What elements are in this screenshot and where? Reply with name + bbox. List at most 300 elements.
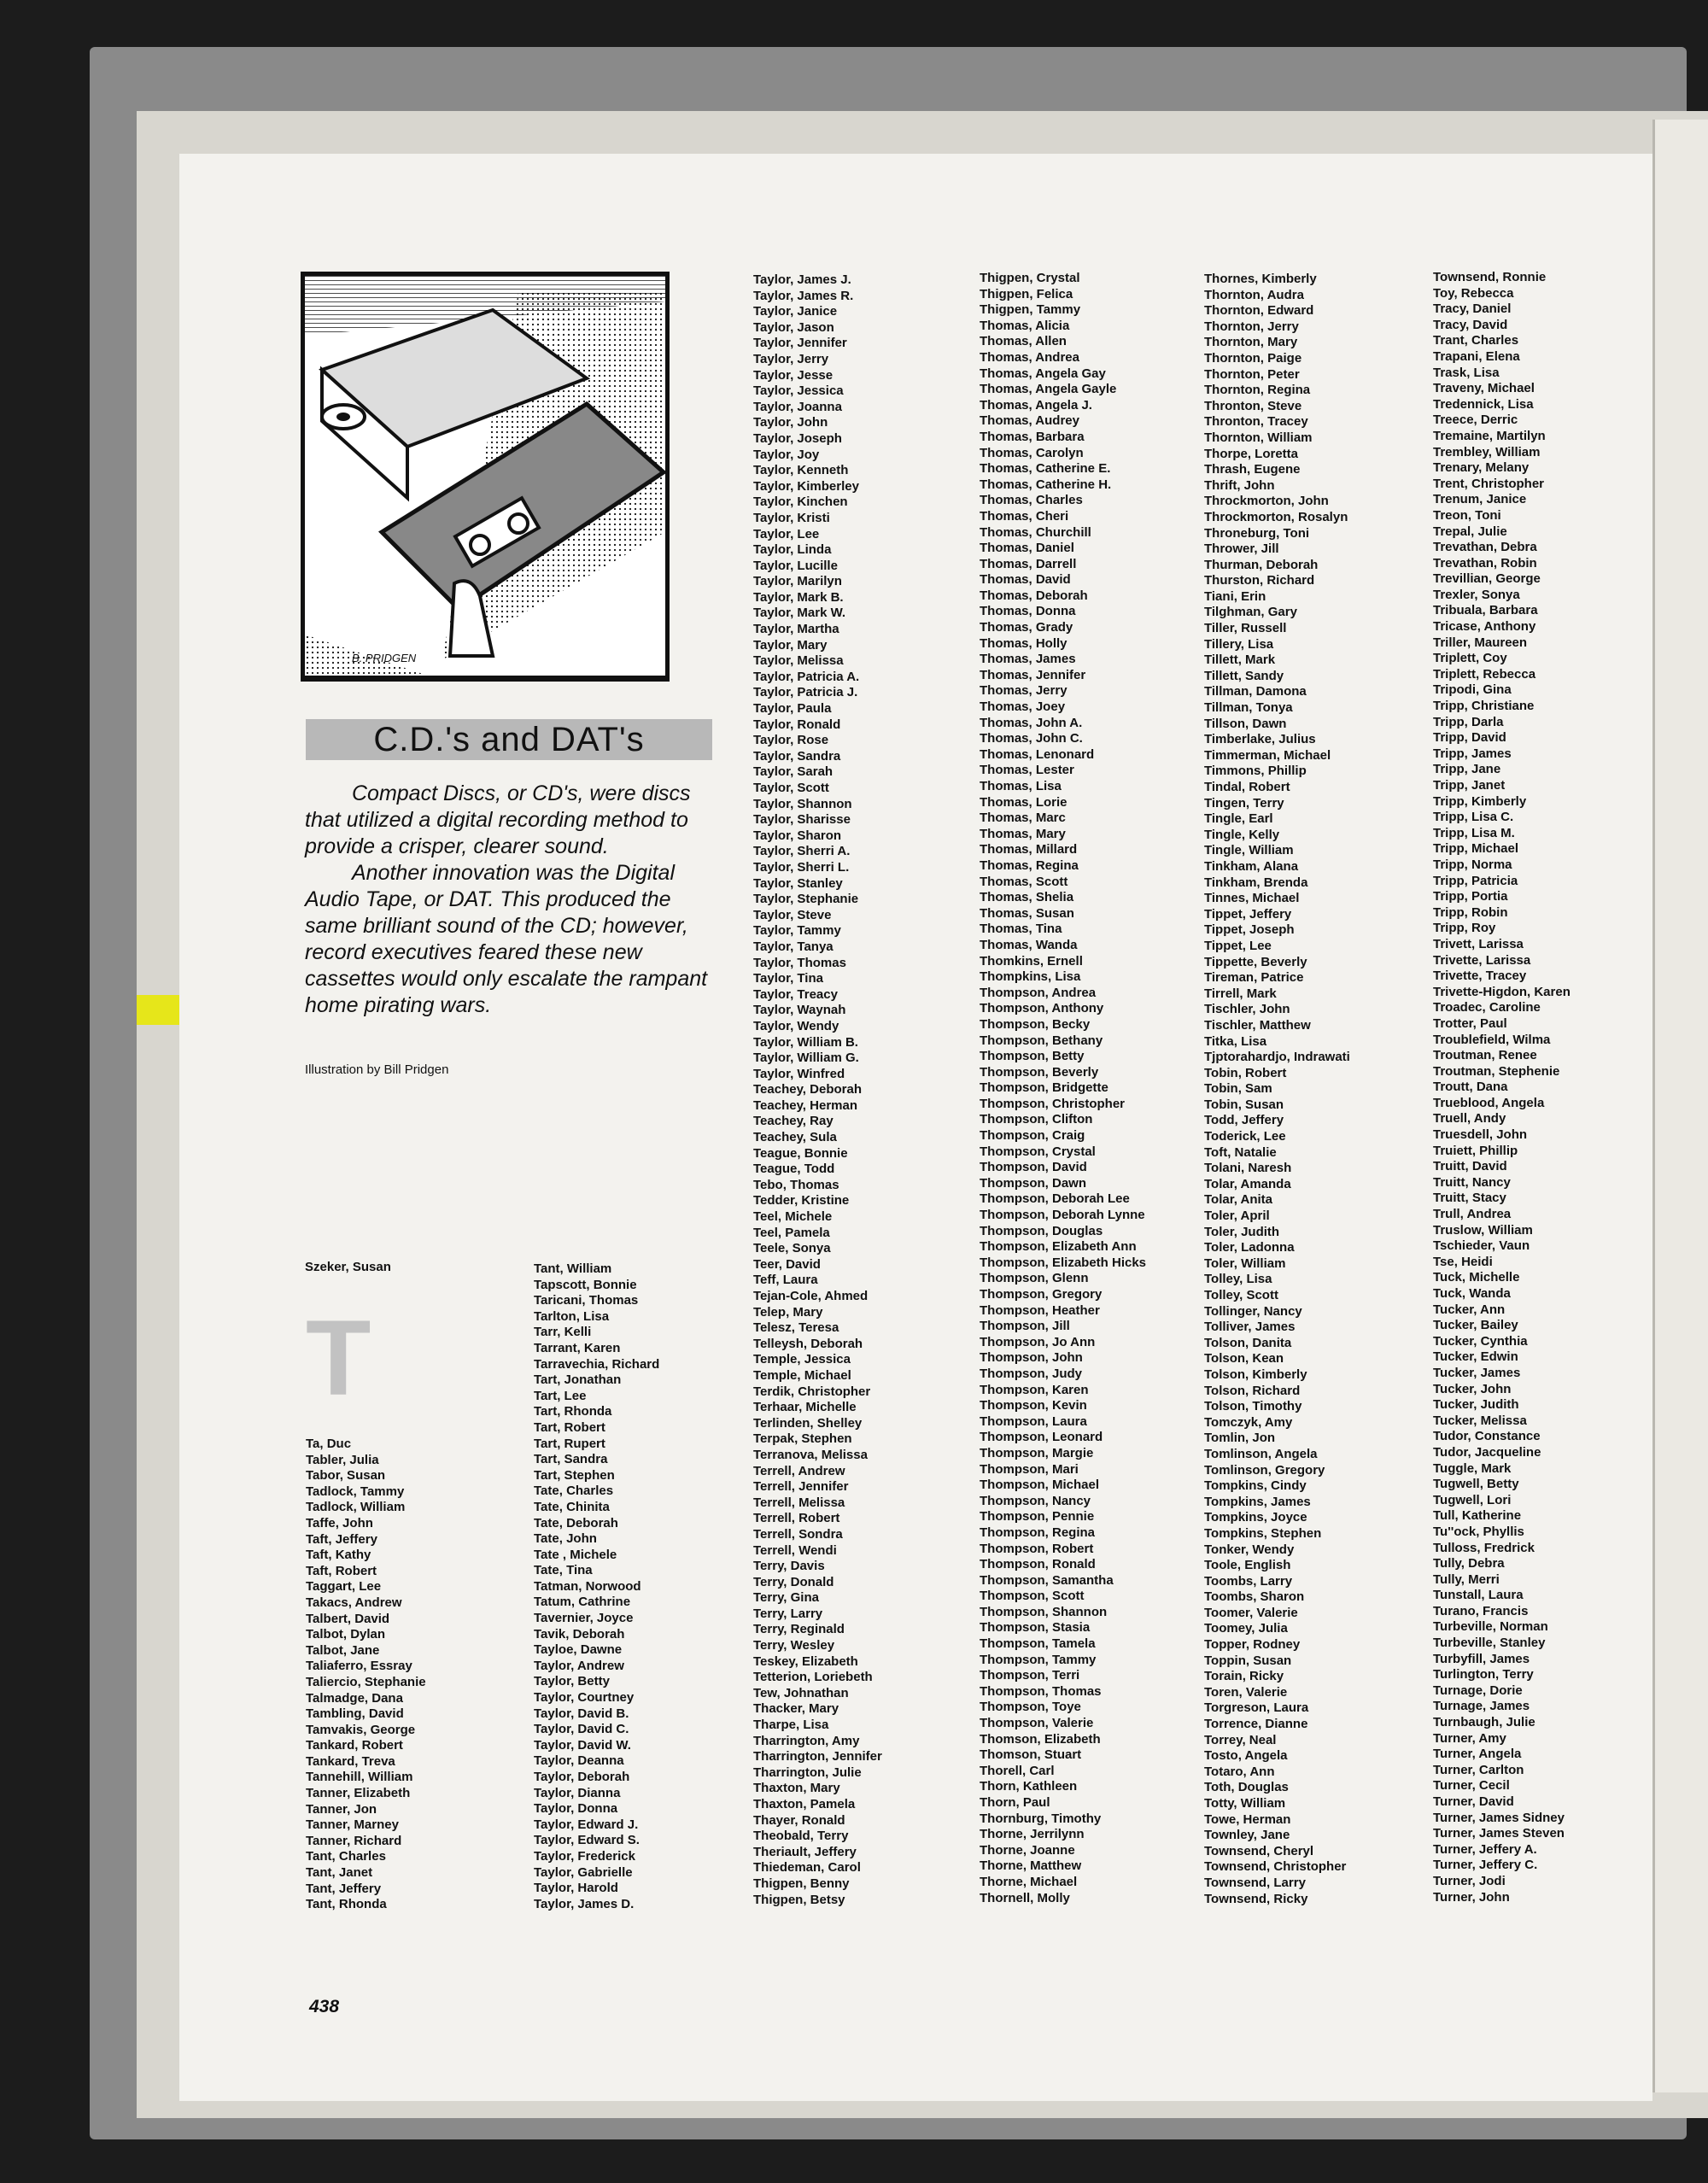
name-column-1 (306, 1437, 426, 1913)
student-name: Thomas, Scott (980, 874, 1068, 889)
student-name: Thaxton, Pamela (753, 1797, 856, 1811)
student-name: Tharrington, Amy (753, 1733, 860, 1748)
student-name: Tart, Rhonda (534, 1404, 612, 1419)
student-name: Thompson, Thomas (980, 1683, 1102, 1699)
student-name: Thompson, Deborah Lee (980, 1191, 1130, 1207)
student-name: Thomas, Tina (980, 922, 1062, 937)
student-name: Todd, Jeffery (1204, 1113, 1284, 1128)
student-name: Tetterion, Loriebeth (753, 1670, 873, 1685)
student-name: Thomas, Lester (980, 763, 1074, 778)
student-name: Townley, Jane (1204, 1828, 1290, 1843)
student-name: Tanner, Marney (306, 1817, 399, 1833)
student-name: Terlinden, Shelley (753, 1415, 863, 1431)
student-name: Tart, Jonathan (534, 1372, 622, 1388)
student-name: Tanner, Richard (306, 1833, 402, 1848)
student-name: Tant, Jeffery (306, 1881, 382, 1896)
student-name: Torrence, Dianne (1204, 1717, 1308, 1732)
student-name: Tillett, Mark (1204, 653, 1276, 668)
student-name: Taylor, Sandra (753, 748, 841, 764)
student-name: Takacs, Andrew (306, 1595, 402, 1610)
student-name: Turbeville, Stanley (1433, 1636, 1546, 1651)
student-name: Taylor, Jason (753, 319, 834, 335)
student-name: Truesdell, John (1433, 1127, 1528, 1143)
student-name: Taylor, Jessica (753, 383, 844, 399)
student-name: Tart, Stephen (534, 1467, 615, 1483)
student-name: Thomas, Allen (980, 334, 1067, 349)
student-name: Troutman, Renee (1433, 1048, 1537, 1063)
student-name: Thompson, Scott (980, 1589, 1085, 1604)
student-name: Thompson, Stasia (980, 1620, 1091, 1636)
student-name: Thomas, Barbara (980, 429, 1085, 444)
student-name: Taylor, Donna (534, 1801, 618, 1817)
student-name: Toler, Judith (1204, 1224, 1280, 1239)
student-name: Tripp, Roy (1433, 921, 1496, 936)
student-name: Townsend, Ricky (1204, 1891, 1308, 1906)
student-name: Tingle, Earl (1204, 811, 1273, 827)
student-name: Tanner, Elizabeth (306, 1786, 411, 1801)
student-name: Terrell, Wendi (753, 1542, 837, 1558)
student-name: Tripp, Lisa C. (1433, 810, 1514, 825)
student-name: Taylor, Stephanie (753, 892, 859, 907)
student-name: Taylor, William B. (753, 1034, 858, 1050)
student-name: Toomey, Julia (1204, 1621, 1288, 1636)
student-name: Trivette-Higdon, Karen (1433, 984, 1571, 999)
student-name: Tejan-Cole, Ahmed (753, 1289, 869, 1303)
student-name: Tillman, Damona (1204, 684, 1307, 699)
student-name: Tripp, Jane (1433, 762, 1501, 777)
student-name: Toft, Natalie (1204, 1144, 1277, 1160)
caption-paragraph: Another innovation was the Digital Audio Tape, or DAT. This produced the same brilliant sound of the CD; however, record executives feared these new cassettes would only escalate the rampant home pirating wars. (305, 861, 708, 1017)
student-name: Thomas, Joey (980, 699, 1066, 715)
student-name: Taylor, Waynah (753, 1003, 846, 1018)
student-name: Tarrant, Karen (534, 1340, 621, 1355)
student-name: Teel, Pamela (753, 1225, 830, 1240)
student-name: Tippet, Lee (1204, 938, 1272, 953)
student-name: Thronton, Steve (1204, 398, 1302, 413)
student-name: Thompson, Bridgette (980, 1080, 1108, 1096)
student-name: Thigpen, Crystal (980, 271, 1080, 285)
student-name: Titka, Lisa (1204, 1033, 1267, 1049)
student-name: Taylor, Sherri A. (753, 844, 851, 859)
student-name: Tadlock, Tammy (306, 1484, 405, 1499)
student-name: Torrey, Neal (1204, 1732, 1277, 1747)
student-name: Tapscott, Bonnie (534, 1277, 637, 1292)
student-name: Taylor, Lee (753, 526, 820, 541)
student-name: Tolson, Kean (1204, 1351, 1284, 1367)
student-name: Tolson, Danita (1204, 1335, 1292, 1350)
student-name: Taft, Jeffery (306, 1531, 377, 1547)
student-name: Townsend, Christopher (1204, 1859, 1347, 1875)
student-name: Tingle, Kelly (1204, 827, 1280, 842)
caption-paragraph: Compact Discs, or CD's, were discs that utilized a digital recording method to provide a crisper, clearer sound. (305, 781, 691, 858)
student-name: Toole, English (1204, 1558, 1291, 1573)
student-name: Tolar, Amanda (1204, 1176, 1291, 1191)
student-name: Tully, Merri (1433, 1571, 1500, 1587)
student-name: Tracy, David (1433, 317, 1508, 332)
student-name: Thomas, Carolyn (980, 445, 1084, 460)
student-name: Tharrington, Julie (753, 1765, 862, 1780)
student-name: Tippette, Beverly (1204, 954, 1307, 969)
student-name: Thompson, John (980, 1350, 1083, 1366)
student-name: Tolson, Timothy (1204, 1399, 1302, 1414)
student-name: Truitt, David (1433, 1159, 1507, 1174)
student-name: Tant, Janet (306, 1865, 373, 1881)
student-name: Theriault, Jeffery (753, 1844, 857, 1859)
student-name: Tinkham, Brenda (1204, 875, 1308, 890)
student-name: Terry, Larry (753, 1606, 823, 1621)
student-name: Taylor, Martha (753, 622, 839, 637)
student-name: Thornton, Audra (1204, 287, 1304, 302)
student-name: Thigpen, Tammy (980, 302, 1081, 318)
student-name: Truiett, Phillip (1433, 1143, 1518, 1158)
student-name: Taylor, David W. (534, 1737, 631, 1753)
name-column-4 (980, 271, 1146, 1906)
student-name: Tingle, William (1204, 843, 1294, 858)
student-name: Tart, Rupert (534, 1436, 605, 1451)
student-name: Tinkham, Alana (1204, 858, 1299, 874)
student-name: Toppin, Susan (1204, 1653, 1292, 1668)
student-name: Tull, Katherine (1433, 1508, 1522, 1524)
student-name: Taylor, Patricia J. (753, 685, 858, 700)
student-name: Tiani, Erin (1204, 588, 1266, 604)
student-name: Tse, Heidi (1433, 1254, 1493, 1269)
student-name: Taylor, Betty (534, 1674, 610, 1689)
student-name: Thorne, Joanne (980, 1842, 1075, 1858)
student-name: Tolley, Lisa (1204, 1272, 1272, 1287)
student-name: Turner, Cecil (1433, 1778, 1510, 1794)
student-name: Taylor, Sarah (753, 764, 834, 780)
student-name: Thompson, Michael (980, 1478, 1100, 1493)
student-name: Tobin, Susan (1204, 1097, 1284, 1112)
student-name: Taylor, Joanna (753, 399, 842, 414)
student-name: Thomas, Susan (980, 905, 1074, 921)
student-name: Thornes, Kimberly (1204, 272, 1317, 286)
student-name: Taylor, Winfred (753, 1066, 845, 1081)
student-name: Taylor, Joseph (753, 430, 842, 446)
student-name: Tate, John (534, 1531, 597, 1547)
student-name: Taylor, Mary (753, 637, 828, 653)
student-name: Tannehill, William (306, 1770, 413, 1785)
student-name: Tucker, John (1433, 1381, 1512, 1396)
student-name: Throckmorton, Rosalyn (1204, 509, 1348, 524)
student-name: Thigpen, Betsy (753, 1892, 845, 1907)
student-name: Trent, Christopher (1433, 476, 1545, 491)
student-name: Thomas, Alicia (980, 318, 1070, 333)
student-name: Thompkins, Lisa (980, 969, 1081, 985)
student-name: Tosto, Angela (1204, 1748, 1288, 1764)
student-name: Turner, John (1433, 1889, 1510, 1905)
student-name: Tate, Tina (534, 1563, 593, 1578)
student-name: Trivette, Larissa (1433, 952, 1531, 968)
student-name: Tripp, Michael (1433, 841, 1519, 857)
student-name: Thigpen, Felica (980, 286, 1073, 301)
student-name: Tippet, Joseph (1204, 922, 1295, 938)
student-name: Taylor, Shannon (753, 796, 852, 811)
student-name: Teele, Sonya (753, 1241, 831, 1256)
page-number: 438 (309, 1997, 340, 2016)
student-name: Tugwell, Lori (1433, 1492, 1512, 1507)
student-name: Temple, Michael (753, 1367, 851, 1383)
student-name: Taylor, Jesse (753, 367, 834, 383)
student-name: Tankard, Robert (306, 1738, 403, 1753)
student-name: Taylor, David B. (534, 1706, 629, 1721)
student-name: Terrell, Melissa (753, 1495, 845, 1510)
student-name: Towe, Herman (1204, 1811, 1291, 1827)
student-name: Thompson, Anthony (980, 1001, 1104, 1016)
student-name: Triller, Maureen (1433, 635, 1528, 650)
student-name: Thomas, Marc (980, 811, 1066, 826)
student-name: Tu''ock, Phyllis (1433, 1524, 1524, 1539)
student-name: Trant, Charles (1433, 333, 1519, 348)
student-name: Taylor, Thomas (753, 955, 846, 970)
student-name: Tillman, Tonya (1204, 700, 1293, 716)
student-name: Thomas, Lorie (980, 794, 1068, 810)
student-name: Taylor, James D. (534, 1896, 635, 1911)
cd-dat-illustration (301, 272, 670, 682)
student-name: Tolliver, James (1204, 1320, 1296, 1335)
student-name: Thornell, Molly (980, 1890, 1070, 1905)
student-name: Terrell, Andrew (753, 1463, 845, 1478)
student-name: Thompson, Laura (980, 1413, 1087, 1429)
student-name: Tobin, Sam (1204, 1081, 1272, 1097)
student-name: Troutt, Dana (1433, 1080, 1508, 1095)
student-name: Thrift, John (1204, 477, 1275, 493)
student-name: Tucker, Ann (1433, 1302, 1506, 1317)
student-name: Tuck, Michelle (1433, 1270, 1520, 1285)
student-name: Tuggle, Mark (1433, 1460, 1512, 1476)
student-name: Trapani, Elena (1433, 348, 1520, 364)
student-name: Taylor, James J. (753, 272, 851, 287)
student-name: Tripp, Janet (1433, 778, 1506, 793)
student-name: Tuck, Wanda (1433, 1286, 1511, 1301)
student-name: Treece, Derric (1433, 413, 1518, 428)
student-name: Thompson, Terri (980, 1668, 1080, 1683)
student-name: Tomlinson, Angela (1204, 1446, 1318, 1461)
student-name: Thompson, Douglas (980, 1223, 1103, 1238)
student-name: Thomas, John C. (980, 731, 1083, 746)
student-name: Tolani, Naresh (1204, 1161, 1292, 1176)
student-name: Trivett, Larissa (1433, 936, 1524, 951)
student-name: Talmadge, Dana (306, 1690, 403, 1706)
student-name: Thompson, Shannon (980, 1604, 1108, 1619)
student-name: Taliaferro, Essray (306, 1659, 412, 1674)
student-name: Tinnes, Michael (1204, 891, 1300, 906)
student-name: Turnbaugh, Julie (1433, 1715, 1535, 1730)
student-name: Taylor, Lucille (753, 558, 838, 573)
student-name: Tracy, Daniel (1433, 301, 1512, 317)
student-name: Teachey, Herman (753, 1097, 857, 1113)
student-name: Thomas, Churchill (980, 524, 1091, 540)
student-name: Tolson, Richard (1204, 1383, 1301, 1398)
student-name: Terdik, Christopher (753, 1384, 871, 1399)
student-name: Tilghman, Gary (1204, 605, 1297, 620)
student-name: Taylor, Jennifer (753, 336, 847, 351)
student-name: Terpak, Stephen (753, 1431, 852, 1447)
student-name: Tedder, Kristine (753, 1193, 850, 1209)
student-name: Thompson, Samantha (980, 1572, 1114, 1588)
student-name: Tripp, Darla (1433, 714, 1504, 729)
student-name: Terranova, Melissa (753, 1447, 868, 1462)
student-name: Taylor, Joy (753, 447, 820, 462)
student-name: Tischler, John (1204, 1002, 1290, 1017)
student-name: Tobin, Robert (1204, 1065, 1287, 1080)
student-name: Tireman, Patrice (1204, 970, 1304, 986)
student-name: Thomas, Shelia (980, 890, 1074, 905)
student-name: Taylor, Gabrielle (534, 1864, 633, 1880)
student-name: Taylor, Stanley (753, 875, 843, 891)
student-name: Taylor, Steve (753, 907, 832, 922)
student-name: Tabler, Julia (306, 1452, 379, 1467)
student-name: Timberlake, Julius (1204, 732, 1316, 747)
student-name: Tart, Sandra (534, 1452, 608, 1467)
student-name: Taggart, Lee (306, 1579, 382, 1595)
student-name: Taylor, Patricia A. (753, 669, 860, 684)
student-name: Taylor, James R. (753, 288, 854, 303)
student-name: Turlington, Terry (1433, 1667, 1534, 1683)
student-name: Tripp, James (1433, 746, 1512, 761)
student-name: Thigpen, Benny (753, 1876, 850, 1891)
student-name: Torain, Ricky (1204, 1669, 1284, 1684)
student-name: Tirrell, Mark (1204, 986, 1277, 1001)
student-name: Thompson, Glenn (980, 1271, 1089, 1286)
student-name: Taylor, Ronald (753, 717, 841, 732)
student-name: Trenary, Melany (1433, 460, 1530, 476)
student-name: Teachey, Sula (753, 1130, 837, 1145)
illustration-drawing (305, 276, 665, 677)
student-name: Thompson, Elizabeth Ann (980, 1239, 1137, 1255)
student-name: Thompson, Elizabeth Hicks (980, 1255, 1147, 1270)
student-name: Tucker, Bailey (1433, 1318, 1518, 1333)
student-name: Tripp, Kimberly (1433, 793, 1527, 809)
student-name: Thacker, Mary (753, 1701, 839, 1717)
student-name: Torgreson, Laura (1204, 1700, 1309, 1716)
student-name: Thompson, Mari (980, 1461, 1079, 1477)
student-name: Truslow, William (1433, 1222, 1533, 1238)
student-name: Thomas, Millard (980, 842, 1078, 857)
student-name: Turbyfill, James (1433, 1651, 1530, 1666)
student-name: Thomas, Angela J. (980, 397, 1092, 413)
student-name: Thayer, Ronald (753, 1812, 845, 1828)
student-name: Taylor, John (753, 415, 828, 430)
student-name: Trask, Lisa (1433, 365, 1500, 380)
student-name: Tucker, Judith (1433, 1397, 1519, 1413)
student-name: Tew, Johnathan (753, 1685, 849, 1700)
student-name: Turner, Jeffery C. (1433, 1858, 1538, 1873)
student-name: Taylor, Sherri L. (753, 859, 850, 875)
student-name: Tripp, Patricia (1433, 873, 1518, 888)
student-name: Thompson, Robert (980, 1541, 1094, 1556)
student-name: Tanner, Jon (306, 1801, 377, 1817)
student-name: Thomas, Holly (980, 635, 1068, 651)
student-name: Temple, Jessica (753, 1352, 851, 1367)
student-name: Turner, Jodi (1433, 1873, 1506, 1888)
student-name: Tripp, Norma (1433, 857, 1512, 872)
student-name: Tunstall, Laura (1433, 1588, 1524, 1603)
student-name: Traveny, Michael (1433, 381, 1535, 396)
student-name: Turnage, Dorie (1433, 1683, 1523, 1698)
student-name: Taylor, Deborah (534, 1770, 630, 1784)
student-name: Turner, James Sidney (1433, 1810, 1565, 1825)
student-name: Thompson, Ronald (980, 1557, 1096, 1572)
student-name: Taylor, Melissa (753, 653, 844, 669)
student-name: Talbot, Jane (306, 1642, 380, 1658)
student-name: Tully, Debra (1433, 1556, 1505, 1571)
student-name: Thornton, Mary (1204, 335, 1298, 350)
student-name: Thornton, Peter (1204, 366, 1300, 382)
student-name: Talbert, David (306, 1611, 390, 1626)
student-name: Thornburg, Timothy (980, 1811, 1102, 1826)
student-name: Thompson, Margie (980, 1445, 1094, 1460)
student-name: Thompson, Andrea (980, 985, 1097, 1000)
name-column-3 (753, 272, 882, 1908)
student-name: Turner, Jeffery A. (1433, 1841, 1537, 1857)
student-name: Thomas, Audrey (980, 413, 1079, 429)
student-name: Tolley, Scott (1204, 1288, 1278, 1302)
student-name: Tate, Chinita (534, 1499, 610, 1514)
student-name: Tingen, Terry (1204, 795, 1284, 811)
student-name: Trenum, Janice (1433, 492, 1527, 507)
student-name: Tillett, Sandy (1204, 668, 1284, 683)
student-name: Timmerman, Michael (1204, 747, 1331, 763)
student-name: Tate , Michele (534, 1547, 617, 1562)
student-name: Tompkins, Stephen (1204, 1525, 1322, 1541)
student-name: Toombs, Larry (1204, 1573, 1293, 1589)
student-name: Tonker, Wendy (1204, 1542, 1295, 1557)
student-name: Tucker, James (1433, 1365, 1521, 1380)
student-name: Taylor, Tina (753, 971, 823, 986)
student-name: Tomlin, Jon (1204, 1431, 1276, 1446)
student-name: Thomas, Catherine H. (980, 477, 1112, 492)
student-name: Taffe, John (306, 1515, 373, 1530)
student-name: Taricani, Thomas (534, 1293, 639, 1308)
student-name: Tudor, Jacqueline (1433, 1444, 1541, 1460)
student-name: Thomas, Andrea (980, 349, 1079, 365)
student-name: Thorne, Michael (980, 1874, 1078, 1889)
student-name: Tambling, David (306, 1706, 404, 1722)
student-name: Theobald, Terry (753, 1829, 849, 1844)
student-name: Taylor, Treacy (753, 986, 838, 1002)
student-name: Thorpe, Loretta (1204, 446, 1299, 461)
student-name: Taylor, Tammy (753, 923, 841, 939)
student-name: Taft, Robert (306, 1563, 377, 1578)
student-name: Tucker, Edwin (1433, 1349, 1518, 1365)
student-name: Thompson, Kevin (980, 1398, 1087, 1413)
student-name: Talbot, Dylan (306, 1627, 386, 1642)
name-column-6 (1433, 270, 1571, 1905)
student-name: Tribuala, Barbara (1433, 603, 1538, 618)
student-name: Thomas, Jerry (980, 683, 1068, 699)
student-name: Taylor, Marilyn (753, 574, 842, 589)
student-name: Thompson, Leonard (980, 1430, 1103, 1445)
student-name: Thronton, Tracey (1204, 414, 1308, 430)
student-name: Townsend, Larry (1204, 1875, 1306, 1890)
student-name: Trull, Andrea (1433, 1207, 1512, 1222)
student-name: Thomkins, Ernell (980, 953, 1083, 969)
student-name: Throckmorton, John (1204, 494, 1329, 509)
student-name: Thurston, Richard (1204, 573, 1315, 588)
student-name: Thompson, David (980, 1160, 1087, 1175)
student-name: Thompson, Karen (980, 1382, 1089, 1397)
student-name: Timmons, Phillip (1204, 764, 1307, 779)
student-name: Turner, James Steven (1433, 1826, 1565, 1841)
student-name: Taylor, Sharisse (753, 812, 851, 828)
student-name: Tollinger, Nancy (1204, 1303, 1302, 1319)
student-name: Thomas, Lisa (980, 779, 1062, 793)
student-name: Taylor, Mark W. (753, 606, 846, 621)
student-name: Toth, Douglas (1204, 1780, 1289, 1795)
student-name: Taylor, Sharon (753, 828, 842, 843)
student-name: Toler, William (1204, 1255, 1286, 1271)
